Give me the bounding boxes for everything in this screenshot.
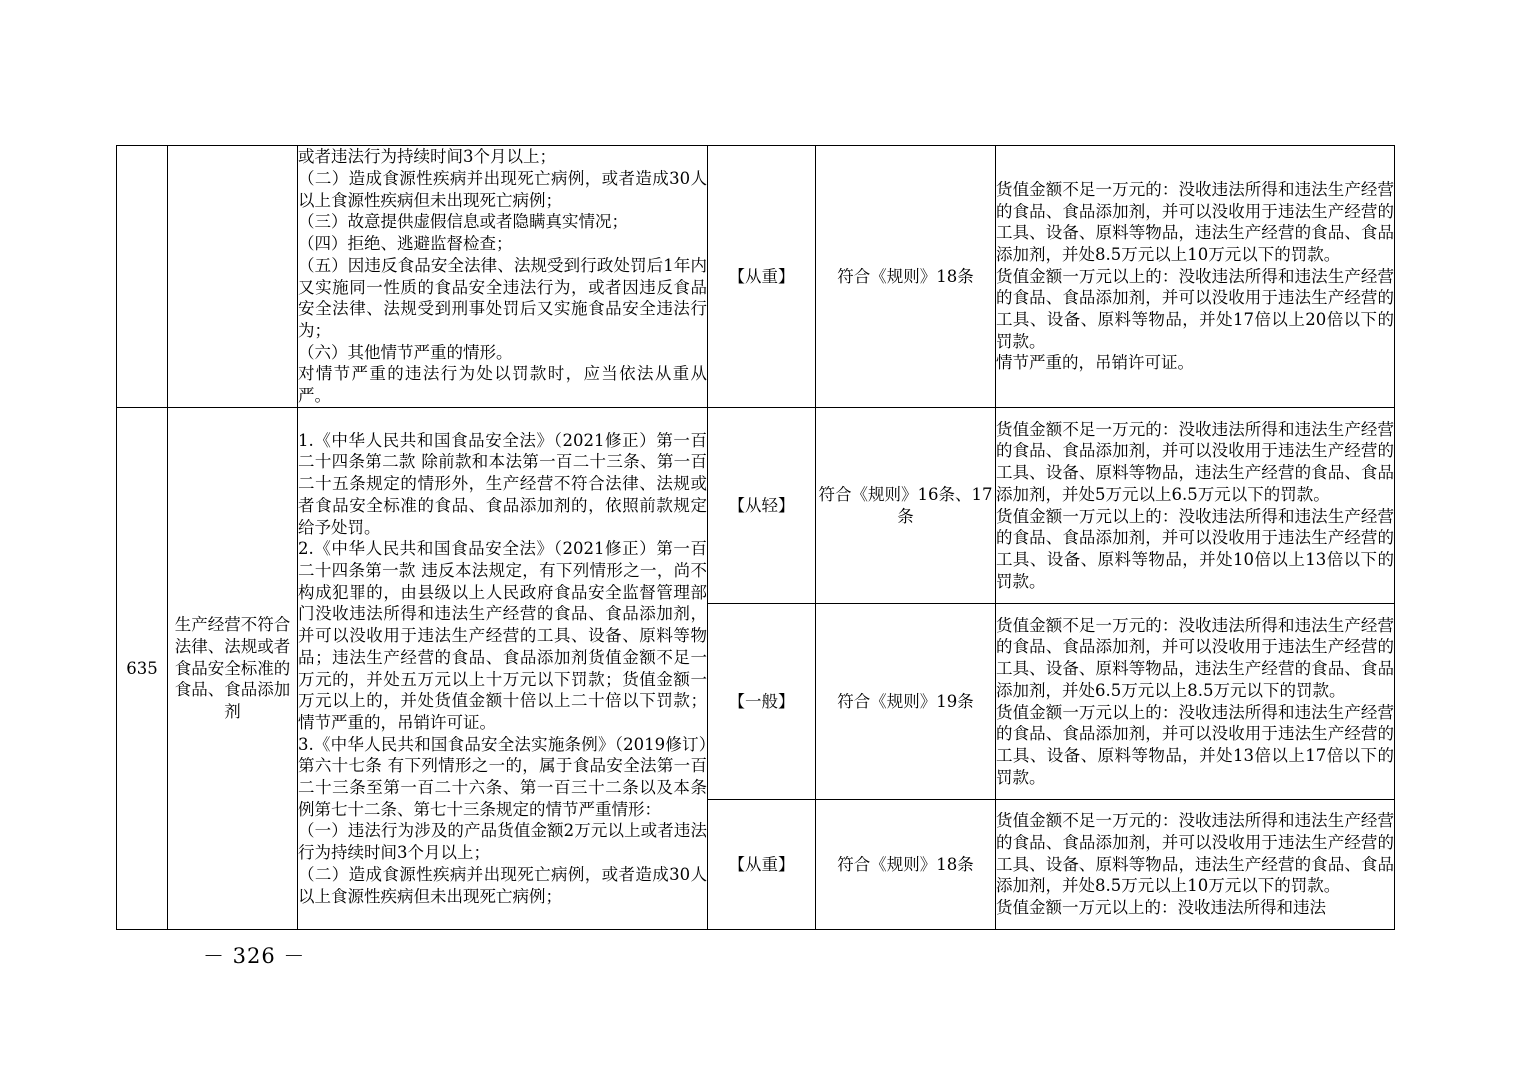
penalty-measures-cell [996, 604, 1395, 800]
violation-subject-cell: 生产经营不符合法律、法规或者食品安全标准的食品、食品添加剂 [168, 408, 298, 930]
penalty-measures-text: 货值金额不足一万元的：没收违法所得和违法生产经营的食品、食品添加剂，并可以没收用于违法生产经营的工具、设备、原料等物品，违法生产经营的食品、食品添加剂，并处6.5万元以上8.5万元以下的罚款。 货值金额一万元以上的：没收违法所得和违法生产经营的食品、食品添加剂，并可以没收用于违法生产经营的工具、设备、原料等物品，并处13倍以上17倍以下的罚款。 [996, 615, 1394, 787]
penalty-measures-text: 货值金额不足一万元的：没收违法所得和违法生产经营的食品、食品添加剂，并可以没收用于违法生产经营的工具、设备、原料等物品，违法生产经营的食品、食品添加剂，并处8.5万元以上10万元以下的罚款。 货值金额一万元以上的：没收违法所得和违法生产经营的食品、食品添加剂，并可以没收用于违法生产经营的工具、设备、原料等物品，并处17倍以上20倍以下的罚款。 情节严重的，吊销许可证。 [996, 179, 1394, 373]
penalty-measures-cell [996, 800, 1395, 930]
applicable-rule-cell: 符合《规则》18条 [816, 800, 996, 930]
violation-subject-cell [168, 146, 298, 408]
legal-basis-cell [298, 146, 708, 408]
row-number-cell: 635 [117, 408, 168, 930]
applicable-rule-cell: 符合《规则》16条、17条 [816, 408, 996, 604]
discretion-grade-cell: 【从轻】 [708, 408, 816, 604]
penalty-measures-cell [996, 408, 1395, 604]
applicable-rule-cell: 符合《规则》19条 [816, 604, 996, 800]
legal-basis-text: 或者违法行为持续时间3个月以上； （二）造成食源性疾病并出现死亡病例，或者造成30人以上食源性疾病但未出现死亡病例； （三）故意提供虚假信息或者隐瞒真实情况； （四）拒绝、逃避监督检查； （五）因违反食品安全法律、法规受到行政处罚后1年内又实施同一性质的食品安全违法行为，或者因违反食品安全法律、法规受到刑事处罚后又实施食品安全违法行为； （六）其他情节严重的情形。 对情节严重的违法行为处以罚款时，应当依法从重从严。 [298, 147, 707, 406]
penalty-measures-text: 货值金额不足一万元的：没收违法所得和违法生产经营的食品、食品添加剂，并可以没收用于违法生产经营的工具、设备、原料等物品，违法生产经营的食品、食品添加剂，并处5万元以上6.5万元以下的罚款。 货值金额一万元以上的：没收违法所得和违法生产经营的食品、食品添加剂，并可以没收用于违法生产经营的工具、设备、原料等物品，并处10倍以上13倍以下的罚款。 [996, 419, 1394, 591]
table-row [117, 146, 1395, 408]
discretion-grade-cell: 【一般】 [708, 604, 816, 800]
discretion-grade-cell: 【从重】 [708, 800, 816, 930]
penalty-measures-cell [996, 146, 1395, 408]
penalty-measures-text: 货值金额不足一万元的：没收违法所得和违法生产经营的食品、食品添加剂，并可以没收用于违法生产经营的工具、设备、原料等物品，违法生产经营的食品、食品添加剂，并处8.5万元以上10万元以下的罚款。 货值金额一万元以上的：没收违法所得和违法 [996, 811, 1394, 918]
table-row [117, 408, 1395, 604]
row-number-cell [117, 146, 168, 408]
applicable-rule-cell: 符合《规则》18条 [816, 146, 996, 408]
penalty-standards-table [116, 145, 1395, 930]
legal-basis-text: 1.《中华人民共和国食品安全法》（2021修正）第一百二十四条第二款 除前款和本法第一百二十三条、第一百二十五条规定的情形外，生产经营不符合法律、法规或者食品安全标准的食品、食品添加剂的，依照前款规定给予处罚。 2.《中华人民共和国食品安全法》（2021修正）第一百二十四条第一款 违反本法规定，有下列情形之一，尚不构成犯罪的，由县级以上人民政府食品安全监督管理部门没收违法所得和违法生产经营的食品、食品添加剂，并可以没收用于违法生产经营的工具、设备、原料等物品；违法生产经营的食品、食品添加剂货值金额不足一万元的，并处五万元以上十万元以下罚款；货值金额一万元以上的，并处货值金额十倍以上二十倍以下罚款；情节严重的，吊销许可证。 3.《中华人民共和国食品安全法实施条例》（2019修订）第六十七条 有下列情形之一的，属于食品安全法第一百二十三条至第一百二十六条、第一百三十二条以及本条例第七十二条、第七十三条规定的情节严重情形： （一）违法行为涉及的产品货值金额2万元以上或者违法行为持续时间3个月以上； （二）造成食源性疾病并出现死亡病例，或者造成30人以上食源性疾病但未出现死亡病例； [298, 430, 707, 906]
page-number: － 326 － [203, 944, 306, 968]
discretion-grade-cell: 【从重】 [708, 146, 816, 408]
legal-basis-cell [298, 408, 708, 930]
